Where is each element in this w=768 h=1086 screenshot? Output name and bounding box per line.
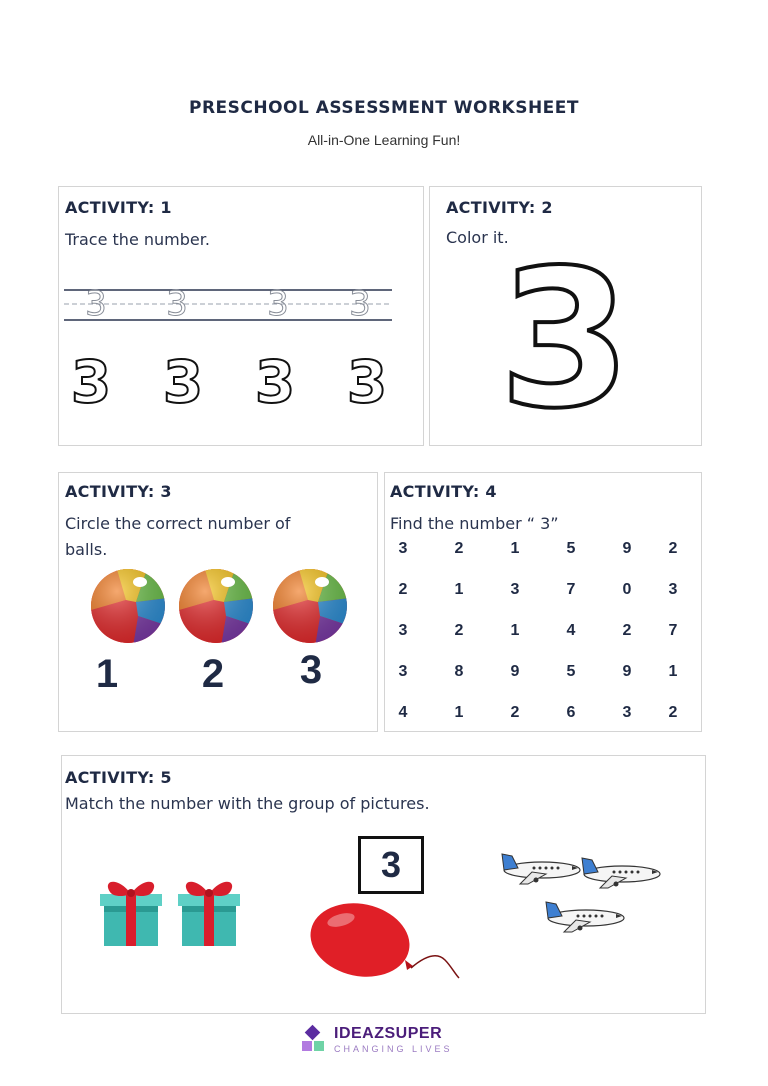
- airplane: [502, 854, 580, 884]
- gift-box: [100, 882, 162, 946]
- activity-1-label: ACTIVITY: 1: [65, 198, 172, 217]
- gift-boxes: [96, 872, 256, 952]
- grid-number[interactable]: 5: [566, 540, 576, 557]
- beach-balls: [82, 562, 382, 652]
- activity-3-label: ACTIVITY: 3: [65, 482, 172, 501]
- grid-number[interactable]: 3: [622, 704, 632, 721]
- activity-5-label: ACTIVITY: 5: [65, 768, 172, 787]
- brand-tagline: CHANGING LIVES: [334, 1044, 453, 1054]
- grid-number[interactable]: 3: [398, 622, 408, 639]
- grid-number[interactable]: 9: [622, 540, 632, 557]
- activity-4-panel: [384, 472, 702, 732]
- grid-number[interactable]: 1: [668, 663, 678, 680]
- ball-count-option[interactable]: 2: [201, 652, 225, 696]
- activity-1-instruction: Trace the number.: [65, 230, 210, 249]
- grid-number[interactable]: 2: [668, 540, 678, 557]
- brand-name: IDEAZSUPER: [334, 1025, 443, 1042]
- grid-number[interactable]: 9: [510, 663, 520, 680]
- grid-number[interactable]: 3: [398, 663, 408, 680]
- trace-digit: 3: [349, 284, 371, 324]
- big-coloring-digit: 3: [498, 229, 632, 450]
- grid-number[interactable]: 4: [398, 704, 408, 721]
- grid-number[interactable]: 7: [566, 581, 576, 598]
- outline-digit: 3: [254, 348, 296, 416]
- grid-number[interactable]: 1: [454, 704, 464, 721]
- grid-number[interactable]: 2: [668, 704, 678, 721]
- ball: [88, 566, 168, 646]
- grid-number[interactable]: 1: [510, 622, 520, 639]
- ball-count-option[interactable]: 3: [299, 648, 323, 692]
- airplane: [546, 902, 624, 932]
- grid-number[interactable]: 4: [566, 622, 576, 639]
- grid-number[interactable]: 2: [622, 622, 632, 639]
- worksheet-subtitle: All-in-One Learning Fun!: [307, 132, 461, 148]
- outline-digit: 3: [162, 348, 204, 416]
- activity-4-instruction: Find the number “ 3”: [390, 514, 559, 533]
- grid-number[interactable]: 9: [622, 663, 632, 680]
- activity-4-label: ACTIVITY: 4: [390, 482, 497, 501]
- grid-number[interactable]: 2: [454, 540, 464, 557]
- grid-number[interactable]: 3: [668, 581, 678, 598]
- activity-5-instruction: Match the number with the group of pictures.: [65, 794, 430, 813]
- trace-digit: 3: [85, 284, 107, 324]
- worksheet-title: PRESCHOOL ASSESSMENT WORKSHEET: [188, 98, 579, 118]
- outline-digit: 3: [346, 348, 388, 416]
- activity-2-label: ACTIVITY: 2: [446, 198, 553, 217]
- airplanes: [500, 848, 670, 943]
- brand-logo-icon: [298, 1024, 328, 1054]
- grid-number[interactable]: 2: [510, 704, 520, 721]
- grid-number[interactable]: 5: [566, 663, 576, 680]
- grid-number[interactable]: 2: [454, 622, 464, 639]
- outline-digit: 3: [70, 348, 112, 416]
- ball-count-option[interactable]: 1: [95, 652, 119, 696]
- activity-3-instruction-line2: balls.: [65, 540, 108, 559]
- trace-digit: 3: [166, 284, 188, 324]
- activity-3-instruction-line1: Circle the correct number of: [65, 514, 291, 533]
- grid-number[interactable]: 3: [398, 540, 408, 557]
- ball: [270, 566, 350, 646]
- gift-box: [178, 882, 240, 946]
- grid-number[interactable]: 1: [454, 581, 464, 598]
- grid-number[interactable]: 0: [622, 581, 632, 598]
- match-number-box: 3: [358, 836, 424, 894]
- grid-number[interactable]: 2: [398, 581, 408, 598]
- grid-number[interactable]: 1: [510, 540, 520, 557]
- grid-number[interactable]: 8: [454, 663, 464, 680]
- ball: [176, 566, 256, 646]
- trace-digit: 3: [267, 284, 289, 324]
- activity-2-instruction: Color it.: [446, 228, 509, 247]
- balloon: [305, 898, 475, 988]
- tracing-lines: [64, 286, 394, 326]
- grid-number[interactable]: 7: [668, 622, 678, 639]
- airplane: [582, 858, 660, 888]
- grid-number[interactable]: 3: [510, 581, 520, 598]
- grid-number[interactable]: 6: [566, 704, 576, 721]
